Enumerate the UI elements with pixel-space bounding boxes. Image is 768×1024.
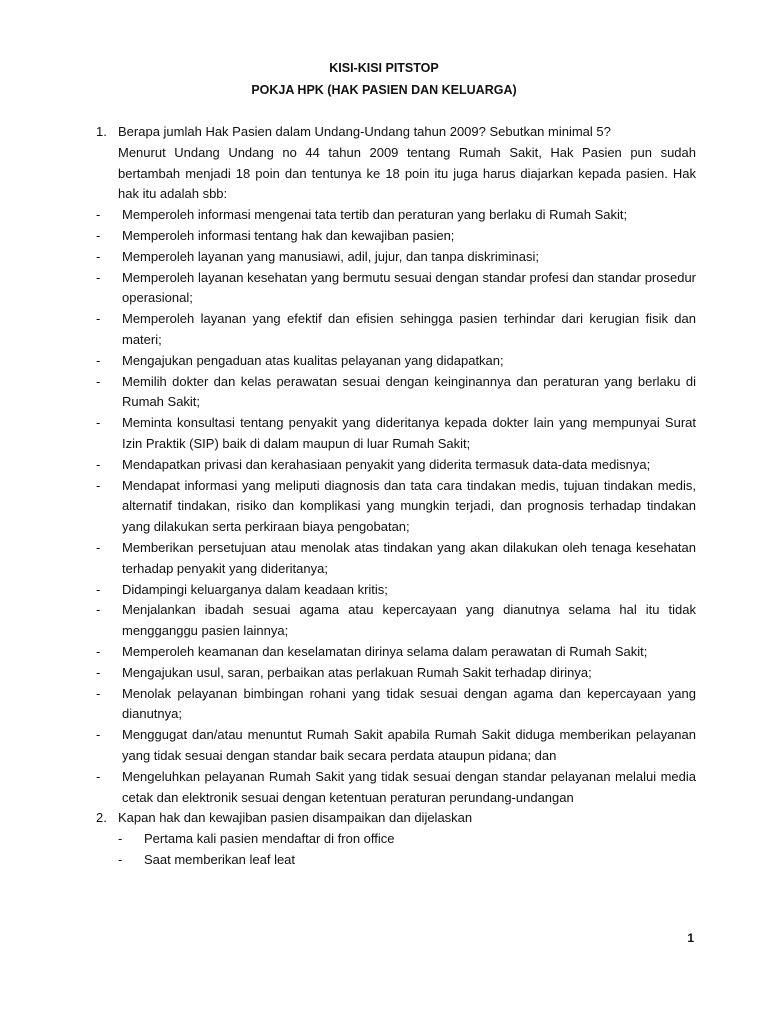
patient-right-item-text: Meminta konsultasi tentang penyakit yang dideritanya kepada dokter lain yang mempunyai Surat Izin Praktik (SIP) baik di dalam maupun di luar Rumah Sakit; <box>122 415 696 451</box>
bullet-dash: - <box>96 456 101 472</box>
question-2-text: Kapan hak dan kewajiban pasien disampaikan dan dijelaskan <box>118 810 473 826</box>
patient-right-item <box>96 642 696 663</box>
bullet-dash: - <box>96 539 101 555</box>
patient-right-item-text: Memperoleh informasi tentang hak dan kewajiban pasien; <box>122 227 455 243</box>
patient-right-item-text: Memperoleh layanan yang manusiawi, adil, jujur, dan tanpa diskriminasi; <box>122 248 539 264</box>
patient-right-item <box>96 372 696 414</box>
question-1 <box>96 122 696 205</box>
disclosure-time-item-text: Saat memberikan leaf leat <box>144 851 296 867</box>
patient-right-item <box>96 351 696 372</box>
patient-right-item-text: Memperoleh informasi mengenai tata tertib dan peraturan yang berlaku di Rumah Sakit; <box>122 207 628 223</box>
patient-right-item <box>96 413 696 455</box>
bullet-dash: - <box>96 269 101 285</box>
question-2-content <box>118 808 696 870</box>
question-1-text: Berapa jumlah Hak Pasien dalam Undang-Undang tahun 2009? Sebutkan minimal 5? <box>118 124 611 139</box>
patient-right-item-text: Memberikan persetujuan atau menolak atas tindakan yang akan dilakukan oleh tenaga kesehatan terhadap penyakit yang dideritanya; <box>122 539 696 576</box>
patient-right-item-text: Memperoleh layanan kesehatan yang bermutu sesuai dengan standar profesi dan standar prosedur operasional; <box>122 269 696 306</box>
patient-rights-list <box>96 205 696 808</box>
patient-right-item-text: Mengeluhkan pelayanan Rumah Sakit yang tidak sesuai dengan standar pelayanan melalui media cetak dan elektronik sesuai dengan ketentuan peraturan perundang-undangan <box>122 768 696 805</box>
disclosure-time-item-text: Pertama kali pasien mendaftar di fron office <box>144 831 395 847</box>
question-2 <box>96 808 696 870</box>
patient-right-item-text: Menggugat dan/atau menuntut Rumah Sakit apabila Rumah Sakit diduga memberikan pelayanan yang tidak sesuai dengan standar baik secara perdata ataupun pidana; dan <box>122 727 696 763</box>
patient-right-item <box>96 538 696 580</box>
patient-right-item <box>96 309 696 351</box>
bullet-dash: - <box>96 248 101 264</box>
bullet-dash: - <box>118 831 123 847</box>
bullet-dash: - <box>96 311 101 327</box>
patient-right-item-text: Didampingi keluarganya dalam keadaan kritis; <box>122 581 388 597</box>
patient-right-item-text: Menolak pelayanan bimbingan rohani yang tidak sesuai dengan agama dan kepercayaan yang dianutnya; <box>122 685 696 722</box>
patient-right-item <box>96 663 696 684</box>
bullet-dash: - <box>96 373 101 389</box>
patient-right-item <box>96 268 696 310</box>
bullet-dash: - <box>96 227 101 243</box>
page-number: 1 <box>687 931 694 945</box>
patient-right-item <box>96 580 696 601</box>
bullet-dash: - <box>96 477 101 493</box>
patient-right-item-text: Memilih dokter dan kelas perawatan sesuai dengan keinginannya dan peraturan yang berlaku di Rumah Sakit; <box>122 373 696 410</box>
disclosure-time-item <box>118 850 696 871</box>
bullet-dash: - <box>96 415 101 431</box>
patient-right-item-text: Mendapat informasi yang meliputi diagnosis dan tata cara tindakan medis, tujuan tindakan medis, alternatif tindakan, risiko dan komplikasi yang mungkin terjadi, dan prognosis terhadap tindakan yang dilakukan serta perkiraan biaya pengobatan; <box>122 477 696 535</box>
patient-right-item-text: Mendapatkan privasi dan kerahasiaan penyakit yang diderita termasuk data-data medisnya; <box>122 456 651 472</box>
patient-right-item <box>96 725 696 767</box>
patient-right-item-text: Mengajukan pengaduan atas kualitas pelayanan yang didapatkan; <box>122 352 504 368</box>
bullet-dash: - <box>96 602 101 618</box>
question-1-answer: Menurut Undang Undang no 44 tahun 2009 tentang Rumah Sakit, Hak Pasien pun sudah bertambah menjadi 18 poin dan tentunya ke 18 poin itu juga harus diajarkan kepada pasien. Hak hak itu adalah sbb: <box>118 144 696 202</box>
question-2-number: 2. <box>96 810 107 826</box>
document-subtitle: POKJA HPK (HAK PASIEN DAN KELUARGA) <box>251 83 517 97</box>
bullet-dash: - <box>118 851 123 867</box>
disclosure-time-item <box>118 829 696 850</box>
question-1-content <box>118 122 696 205</box>
patient-right-item <box>96 684 696 726</box>
document-title: KISI-KISI PITSTOP <box>329 61 439 75</box>
bullet-dash: - <box>96 727 101 743</box>
disclosure-times-list <box>118 829 696 871</box>
patient-right-item <box>96 205 696 226</box>
bullet-dash: - <box>96 352 101 368</box>
patient-right-item <box>96 600 696 642</box>
bullet-dash: - <box>96 768 101 784</box>
patient-right-item <box>96 247 696 268</box>
patient-right-item-text: Mengajukan usul, saran, perbaikan atas perlakuan Rumah Sakit terhadap dirinya; <box>122 664 592 680</box>
bullet-dash: - <box>96 664 101 680</box>
patient-right-item <box>96 226 696 247</box>
document-body <box>96 122 696 871</box>
bullet-dash: - <box>96 207 101 223</box>
bullet-dash: - <box>96 581 101 597</box>
patient-right-item-text: Memperoleh keamanan dan keselamatan dirinya selama dalam perawatan di Rumah Sakit; <box>122 643 648 659</box>
patient-right-item <box>96 476 696 538</box>
patient-right-item-text: Memperoleh layanan yang efektif dan efisien sehingga pasien terhindar dari kerugian fisik dan materi; <box>122 311 696 347</box>
bullet-dash: - <box>96 643 101 659</box>
question-1-number: 1. <box>96 124 107 139</box>
patient-right-item-text: Menjalankan ibadah sesuai agama atau kepercayaan yang dianutnya selama hal itu tidak mengganggu pasien lainnya; <box>122 602 696 639</box>
patient-right-item <box>96 767 696 809</box>
bullet-dash: - <box>96 685 101 701</box>
patient-right-item <box>96 455 696 476</box>
